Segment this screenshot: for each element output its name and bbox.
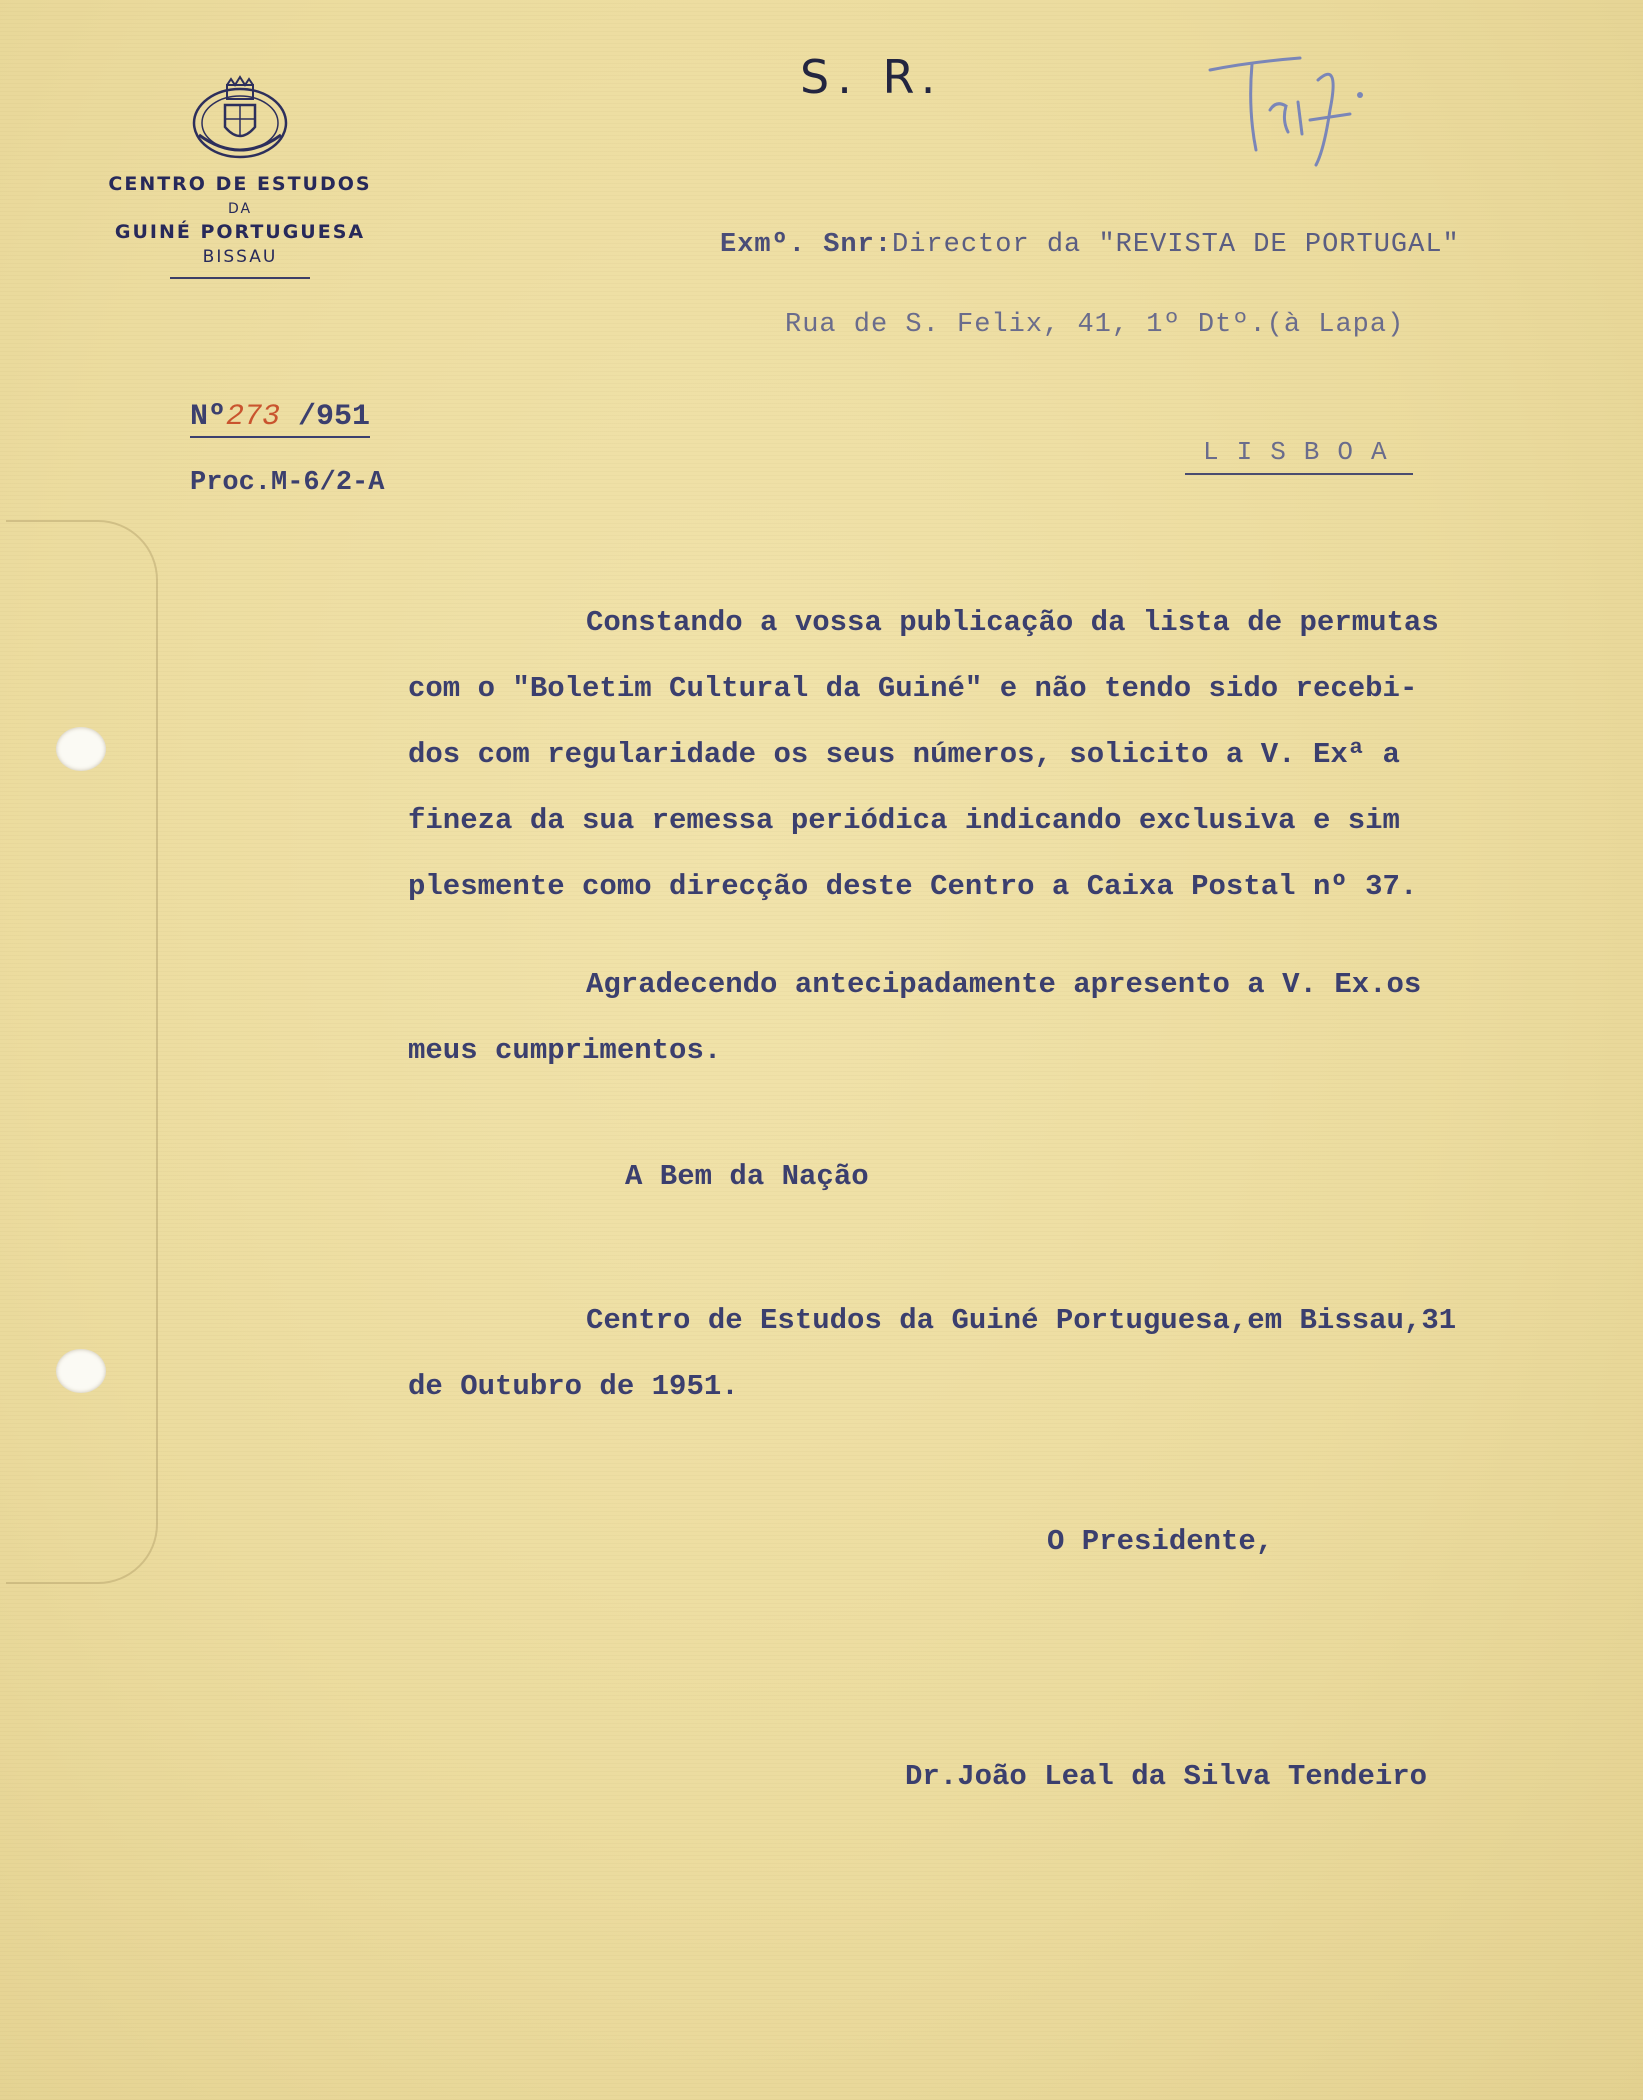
sr-header: S. R. [800, 50, 944, 104]
reference-number [190, 400, 370, 438]
salutation: Exmº. Snr: [720, 230, 893, 260]
punch-hole-top [56, 727, 106, 771]
body-line: Agradecendo antecipadamente apresento a V. Ex.os [586, 968, 1422, 1001]
process-number: Proc.M-6/2-A [190, 468, 385, 498]
signatory-name: Dr.João Leal da Silva Tendeiro [905, 1760, 1428, 1793]
binder-crease [6, 520, 158, 1584]
reference-prefix: Nº [190, 400, 227, 434]
body-line: Constando a vossa publicação da lista de permutas [586, 606, 1439, 639]
date-line-2: de Outubro de 1951. [408, 1370, 739, 1403]
body-line: fineza da sua remessa periódica indicando exclusiva e sim [408, 804, 1400, 837]
body-line: meus cumprimentos. [408, 1034, 722, 1067]
coat-of-arms-icon [185, 65, 295, 165]
reference-handwritten-number: 273 [226, 400, 281, 434]
signatory-title: O Presidente, [1047, 1525, 1274, 1558]
closing-formula: A Bem da Nação [625, 1160, 869, 1193]
body-line: com o "Boletim Cultural da Guiné" e não tendo sido recebi- [408, 672, 1418, 705]
letter-body [408, 590, 1588, 1084]
recipient-address: Rua de S. Felix, 41, 1º Dtº.(à Lapa) [785, 310, 1405, 340]
letterhead-line-3: GUINÉ PORTUGUESA [114, 221, 366, 243]
reference-year: /951 [280, 400, 371, 434]
body-paragraph-2 [408, 952, 1588, 1084]
handwritten-pencil-note [1190, 50, 1410, 180]
body-line: dos com regularidade os seus números, solicito a V. Exª a [408, 738, 1400, 771]
recipient-city: LISBOA [1185, 437, 1413, 475]
recipient-name: Director da "REVISTA DE PORTUGAL" [892, 230, 1460, 260]
letterhead-line-2: DA [227, 201, 253, 217]
letterhead-line-4: BISSAU [202, 247, 278, 267]
letterhead-rule [170, 277, 310, 279]
body-paragraph-1 [408, 590, 1588, 920]
letterhead-line-1: CENTRO DE ESTUDOS [108, 173, 372, 195]
punch-hole-bottom [56, 1349, 106, 1393]
place-and-date [408, 1288, 1588, 1420]
addressee-line [720, 230, 1460, 260]
letterhead [70, 65, 410, 279]
date-line-1: Centro de Estudos da Guiné Portuguesa,em Bissau,31 [586, 1304, 1457, 1337]
body-line: plesmente como direcção deste Centro a Caixa Postal nº 37. [408, 870, 1418, 903]
